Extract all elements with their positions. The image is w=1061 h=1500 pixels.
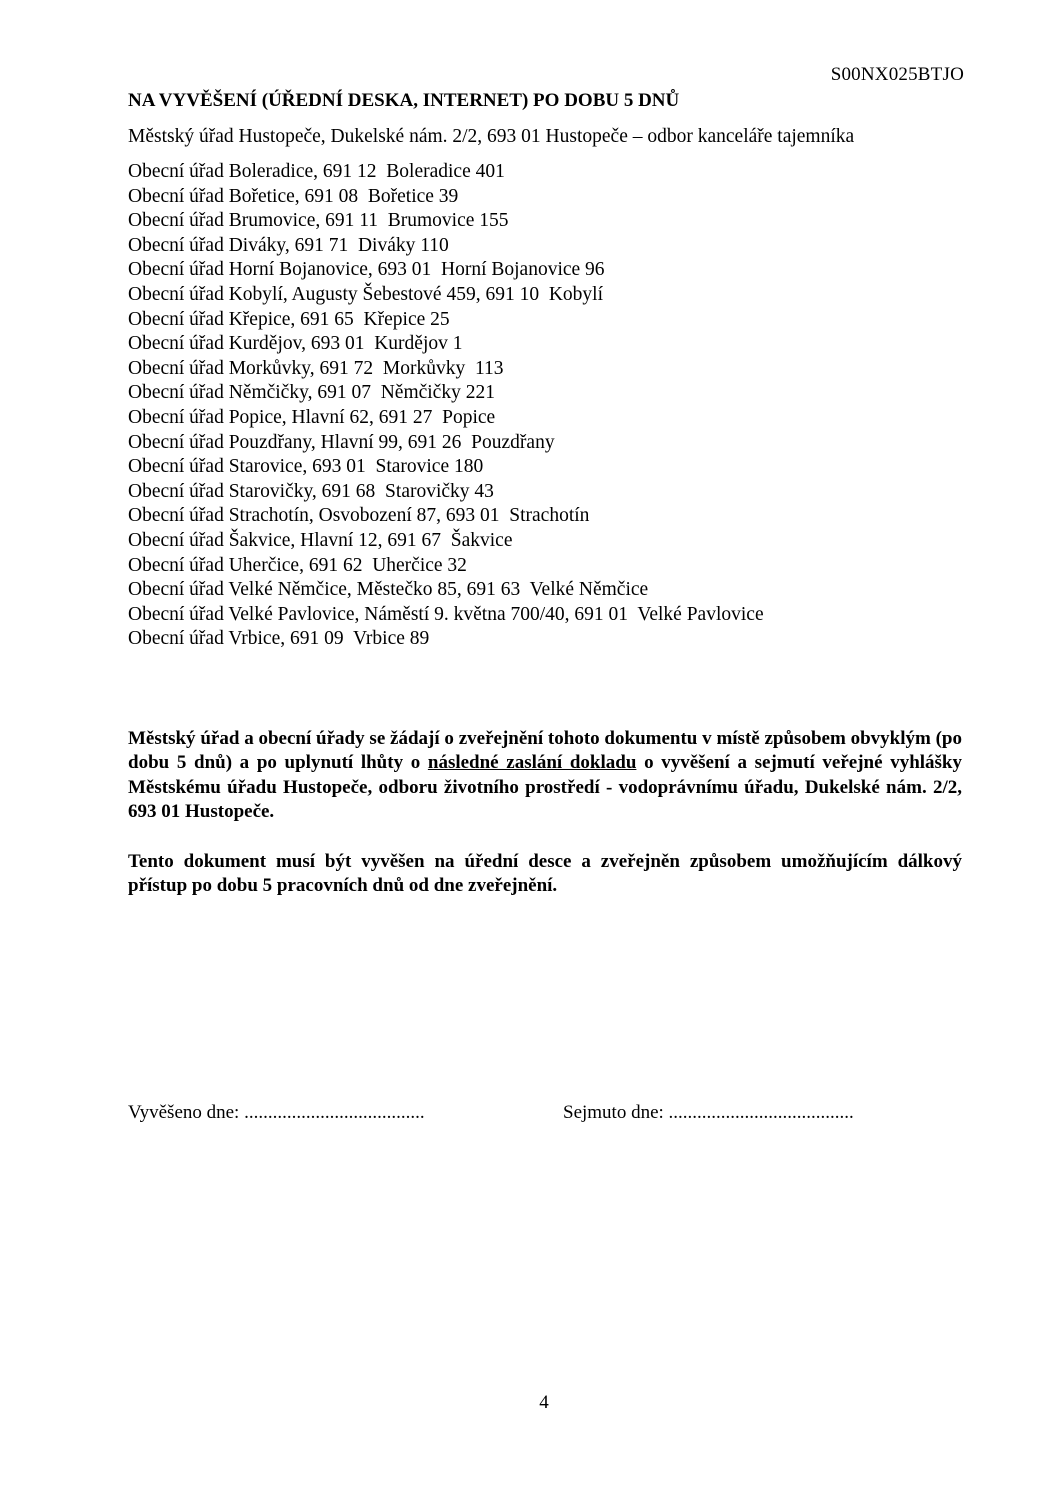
recipient-item: Obecní úřad Kobylí, Augusty Šebestové 459, 691 10 Kobylí (128, 283, 603, 305)
posting-heading: NA VYVĚŠENÍ (ÚŘEDNÍ DESKA, INTERNET) PO DOBU 5 DNŮ (128, 90, 680, 111)
recipient-item: Obecní úřad Strachotín, Osvobození 87, 693 01 Strachotín (128, 505, 590, 527)
recipient-item: Obecní úřad Velké Němčice, Městečko 85, 691 63 Velké Němčice (128, 579, 649, 601)
recipient-item: Obecní úřad Velké Pavlovice, Náměstí 9. května 700/40, 691 01 Velké Pavlovice (128, 603, 764, 625)
recipient-item: Obecní úřad Šakvice, Hlavní 12, 691 67 Šakvice (128, 529, 513, 551)
request-underlined-text: následné zaslání dokladu (427, 752, 637, 774)
request-text-start: Městský úřad a obecní úřady se žádají o zveřejnění tohoto dokumentu v místě způsobem obvyklým (po dobu 5 dnů) a po uplynutí lhůty o (128, 728, 962, 774)
recipient-item: Obecní úřad Morkůvky, 691 72 Morkůvky 113 (128, 357, 504, 379)
recipient-item: Obecní úřad Pouzdřany, Hlavní 99, 691 26 Pouzdřany (128, 431, 555, 453)
city-office-recipient: Městský úřad Hustopeče, Dukelské nám. 2/2, 693 01 Hustopeče – odbor kanceláře tajemníka (128, 126, 855, 147)
recipient-list (128, 160, 764, 652)
recipient-item: Obecní úřad Diváky, 691 71 Diváky 110 (128, 234, 449, 256)
recipient-item: Obecní úřad Popice, Hlavní 62, 691 27 Popice (128, 406, 496, 428)
removed-date-field: Sejmuto dne: ....................................... (563, 1102, 854, 1123)
recipient-item: Obecní úřad Křepice, 691 65 Křepice 25 (128, 308, 450, 330)
page-number: 4 (539, 1392, 549, 1413)
recipient-item: Obecní úřad Kurdějov, 693 01 Kurdějov 1 (128, 333, 463, 355)
recipient-item: Obecní úřad Horní Bojanovice, 693 01 Horní Bojanovice 96 (128, 259, 605, 281)
publication-request (128, 727, 962, 825)
recipient-item: Obecní úřad Bořetice, 691 08 Bořetice 39 (128, 185, 459, 207)
request-text-end: o vyvěšení a sejmutí veřejné vyhlášky Městskému úřadu Hustopeče, odboru životního prostředí - vodoprávnímu úřadu, Dukelské nám. 2/2, 693 01 Hustopeče. (128, 752, 962, 823)
posted-date-field: Vyvěšeno dne: ...................................... (128, 1102, 425, 1123)
recipient-item: Obecní úřad Starovice, 693 01 Starovice 180 (128, 456, 484, 478)
recipient-item: Obecní úřad Vrbice, 691 09 Vrbice 89 (128, 628, 430, 650)
posting-duration-notice: Tento dokument musí být vyvěšen na úřední desce a zveřejněn způsobem umožňujícím dálkový přístup po dobu 5 pracovních dnů od dne zveřejnění. (128, 851, 962, 897)
recipient-item: Obecní úřad Uherčice, 691 62 Uherčice 32 (128, 554, 467, 576)
recipient-item: Obecní úřad Němčičky, 691 07 Němčičky 221 (128, 382, 495, 404)
recipient-item: Obecní úřad Brumovice, 691 11 Brumovice 155 (128, 210, 509, 232)
document-code: S00NX025BTJO (830, 64, 964, 85)
recipient-item: Obecní úřad Starovičky, 691 68 Starovičky 43 (128, 480, 494, 502)
recipient-item: Obecní úřad Boleradice, 691 12 Boleradice 401 (128, 161, 505, 182)
